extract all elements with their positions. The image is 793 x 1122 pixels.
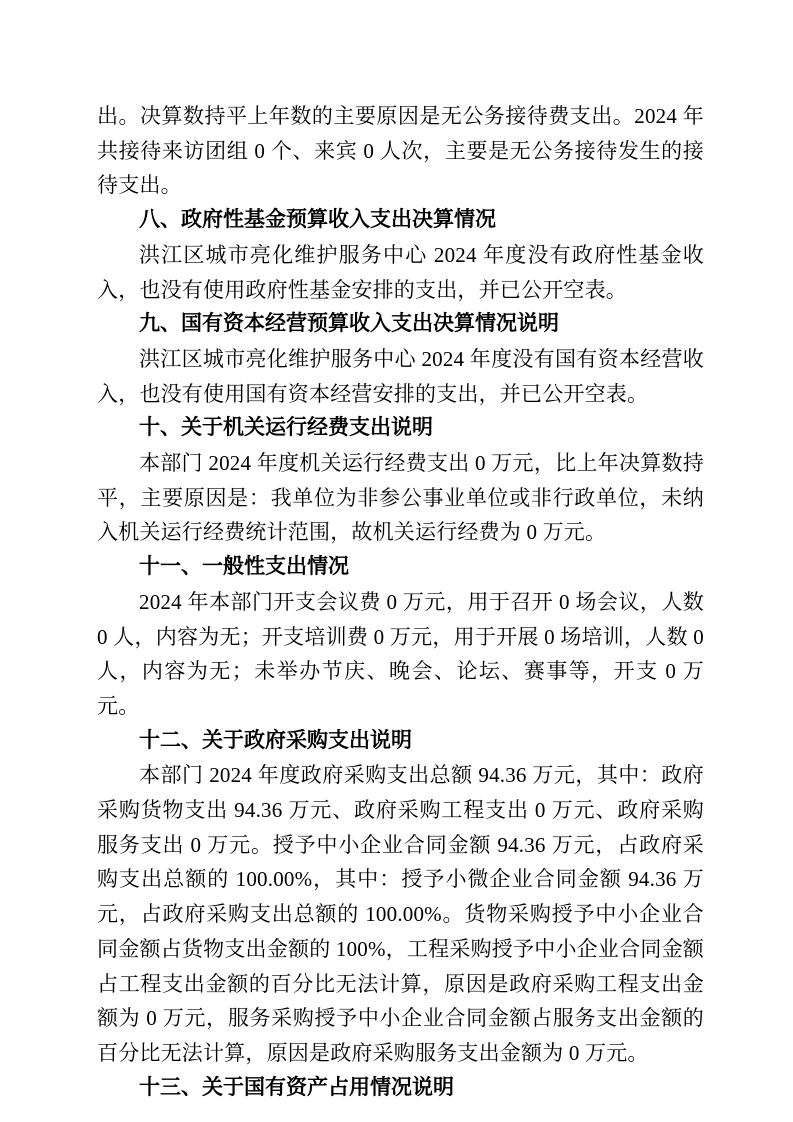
section-paragraph-govt-fund-budget: 洪江区城市亮化维护服务中心 2024 年度没有政府性基金收入，也没有使用政府性基金安排的支出，并已公开空表。 — [97, 242, 704, 302]
section-paragraph-state-capital-budget: 洪江区城市亮化维护服务中心 2024 年度没有国有资本经营收入，也没有使用国有资本经营安排的支出，并已公开空表。 — [97, 346, 704, 406]
section-heading-government-procurement: 十二、关于政府采购支出说明 — [139, 728, 412, 752]
continuation-paragraph: 出。决算数持平上年数的主要原因是无公务接待费支出。2024 年共接待来访团组 0 个、来宾 0 人次，主要是无公务接待发生的接待支出。 — [97, 104, 704, 198]
section-paragraph-general-expenditure: 2024 年本部门开支会议费 0 万元，用于召开 0 场会议，人数 0 人，内容为无；开支培训费 0 万元，用于开展 0 场培训，人数 0 人，内容为无；未举办节庆、晚会、论坛、赛事等，开支 0 万元。 — [97, 589, 704, 718]
section-heading-state-capital-budget: 九、国有资本经营预算收入支出决算情况说明 — [139, 312, 559, 336]
section-heading-general-expenditure: 十一、一般性支出情况 — [139, 555, 349, 579]
section-paragraph-agency-operating-expense: 本部门 2024 年度机关运行经费支出 0 万元，比上年决算数持平，主要原因是：我单位为非参公事业单位或非行政单位，未纳入机关运行经费统计范围，故机关运行经费为 0 万元。 — [97, 451, 704, 545]
section-heading-state-asset-occupancy: 十三、关于国有资产占用情况说明 — [139, 1075, 454, 1099]
section-heading-govt-fund-budget: 八、政府性基金预算收入支出决算情况 — [139, 208, 496, 232]
section-heading-agency-operating-expense: 十、关于机关运行经费支出说明 — [139, 416, 433, 440]
section-paragraph-government-procurement: 本部门 2024 年度政府采购支出总额 94.36 万元，其中：政府采购货物支出 94.36 万元、政府采购工程支出 0 万元、政府采购服务支出 0 万元。授予中小企业合同金额 94.36 万元，占政府采购支出总额的 100.00%，其中：授予小微企业合同金额 94.36 万元，占政府采购支出总额的 100.00%。货物采购授予中小企业合同金额占货物支出金额的 100%，工程采购授予中小企业合同金额占工程支出金额的百分比无法计算，原因是政府采购工程支出金额为 0 万元，服务采购授予中小企业合同金额占服务支出金额的百分比无法计算，原因是政府采购服务支出金额为 0 万元。 — [97, 763, 704, 1065]
